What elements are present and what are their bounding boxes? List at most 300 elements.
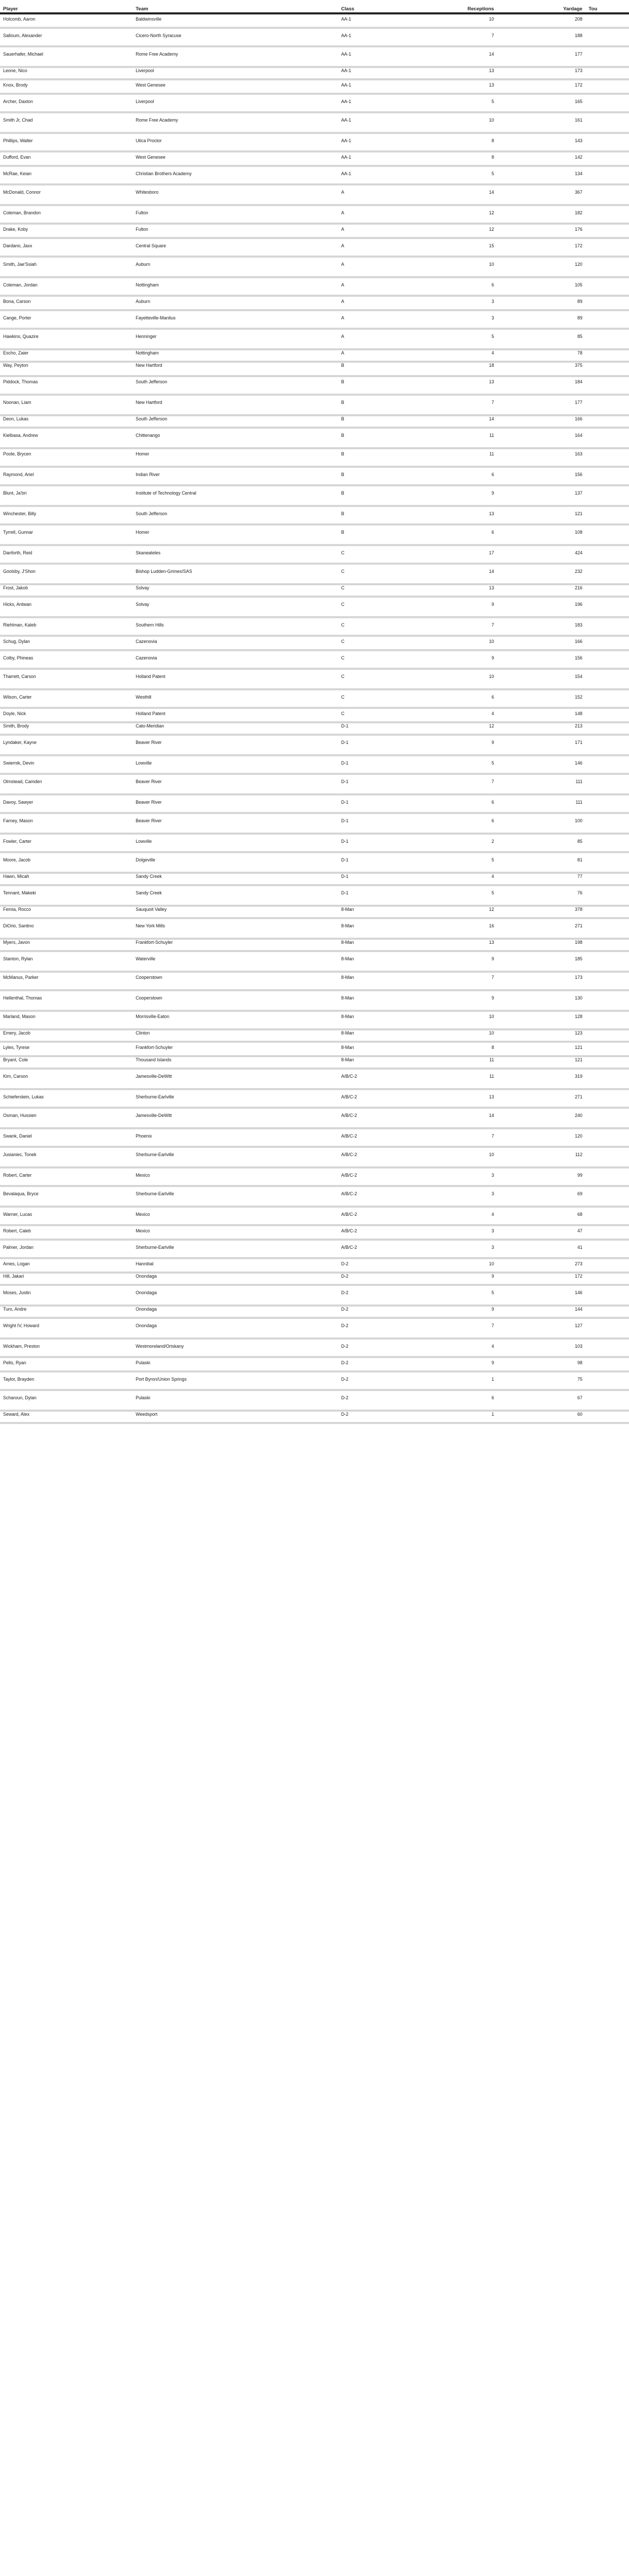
cell-receptions: 13 xyxy=(435,1089,497,1109)
cell-yardage: 76 xyxy=(497,886,585,905)
cell-receptions: 10 xyxy=(435,1010,497,1029)
column-header-class[interactable]: Class xyxy=(338,0,436,14)
cell-touchdowns xyxy=(586,80,629,93)
cell-receptions: 9 xyxy=(435,1272,497,1285)
cell-yardage: 319 xyxy=(497,1070,585,1089)
cell-receptions: 10 xyxy=(435,1029,497,1043)
cell-class: D-2 xyxy=(338,1305,436,1318)
cell-player: Smith, Jae'Ssiah xyxy=(0,257,133,277)
cell-yardage: 78 xyxy=(497,348,585,362)
cell-touchdowns xyxy=(586,310,629,329)
cell-class: B xyxy=(338,362,436,375)
table-row xyxy=(0,617,629,636)
cell-team: Phoenix xyxy=(133,1128,338,1148)
cell-yardage: 111 xyxy=(497,794,585,814)
cell-receptions: 3 xyxy=(435,1239,497,1259)
cell-team: Auburn xyxy=(133,296,338,310)
cell-touchdowns xyxy=(586,205,629,224)
cell-yardage: 143 xyxy=(497,132,585,152)
cell-team: Liverpool xyxy=(133,93,338,113)
cell-team: Sandy Creek xyxy=(133,886,338,905)
cell-team: Cooperstown xyxy=(133,971,338,990)
cell-class: D-1 xyxy=(338,735,436,755)
table-row xyxy=(0,1128,629,1148)
column-header-team[interactable]: Team xyxy=(133,0,338,14)
cell-player: Bryant, Cole xyxy=(0,1056,133,1070)
cell-yardage: 173 xyxy=(497,971,585,990)
cell-yardage: 182 xyxy=(497,205,585,224)
cell-team: South Jefferson xyxy=(133,375,338,395)
cell-team: New York Mills xyxy=(133,918,338,938)
cell-player: Colby, Phineas xyxy=(0,650,133,669)
cell-yardage: 172 xyxy=(497,238,585,257)
cell-class: AA-1 xyxy=(338,47,436,66)
table-row xyxy=(0,905,629,918)
cell-yardage: 185 xyxy=(497,951,585,971)
cell-team: Utica Proctor xyxy=(133,132,338,152)
cell-receptions: 10 xyxy=(435,113,497,132)
cell-class: D-2 xyxy=(338,1338,436,1358)
table-row xyxy=(0,486,629,506)
cell-receptions: 4 xyxy=(435,1338,497,1358)
table-row xyxy=(0,872,629,886)
cell-receptions: 16 xyxy=(435,918,497,938)
cell-class: AA-1 xyxy=(338,66,436,80)
cell-receptions: 5 xyxy=(435,329,497,348)
cell-player: Winchester, Billy xyxy=(0,506,133,526)
cell-touchdowns xyxy=(586,185,629,205)
cell-player: Marland, Mason xyxy=(0,1010,133,1029)
cell-touchdowns xyxy=(586,1318,629,1338)
cell-receptions: 4 xyxy=(435,708,497,722)
cell-yardage: 188 xyxy=(497,28,585,47)
cell-class: D-2 xyxy=(338,1391,436,1410)
cell-receptions: 12 xyxy=(435,205,497,224)
cell-touchdowns xyxy=(586,853,629,872)
cell-receptions: 7 xyxy=(435,617,497,636)
table-row xyxy=(0,257,629,277)
cell-class: B xyxy=(338,414,436,428)
table-row xyxy=(0,165,629,185)
cell-touchdowns xyxy=(586,990,629,1010)
cell-touchdowns xyxy=(586,1070,629,1089)
table-row xyxy=(0,1226,629,1239)
table-row xyxy=(0,224,629,238)
cell-touchdowns xyxy=(586,1109,629,1128)
cell-yardage: 177 xyxy=(497,47,585,66)
cell-class: D-1 xyxy=(338,872,436,886)
cell-yardage: 271 xyxy=(497,918,585,938)
table-row xyxy=(0,735,629,755)
cell-touchdowns xyxy=(586,1128,629,1148)
cell-player: Cange, Porter xyxy=(0,310,133,329)
table-row xyxy=(0,971,629,990)
cell-receptions: 9 xyxy=(435,951,497,971)
cell-player: Escho, Zaier xyxy=(0,348,133,362)
cell-player: Piddock, Thomas xyxy=(0,375,133,395)
cell-receptions: 7 xyxy=(435,395,497,414)
table-row xyxy=(0,185,629,205)
cell-receptions: 5 xyxy=(435,853,497,872)
cell-receptions: 11 xyxy=(435,428,497,447)
cell-team: Holland Patent xyxy=(133,669,338,689)
cell-class: A/B/C-2 xyxy=(338,1167,436,1187)
cell-player: Fowler, Carter xyxy=(0,833,133,853)
cell-player: Knox, Brody xyxy=(0,80,133,93)
cell-class: D-1 xyxy=(338,886,436,905)
cell-yardage: 165 xyxy=(497,93,585,113)
cell-yardage: 152 xyxy=(497,689,585,708)
cell-receptions: 10 xyxy=(435,1148,497,1167)
cell-receptions: 9 xyxy=(435,650,497,669)
cell-yardage: 378 xyxy=(497,905,585,918)
cell-team: Clinton xyxy=(133,1029,338,1043)
cell-touchdowns xyxy=(586,1056,629,1070)
cell-yardage: 146 xyxy=(497,1285,585,1305)
cell-player: DiOrio, Santino xyxy=(0,918,133,938)
cell-yardage: 75 xyxy=(497,1371,585,1391)
cell-yardage: 67 xyxy=(497,1391,585,1410)
cell-player: Moore, Jacob xyxy=(0,853,133,872)
cell-receptions: 2 xyxy=(435,833,497,853)
cell-player: Hellenthal, Thomas xyxy=(0,990,133,1010)
table-row xyxy=(0,348,629,362)
cell-yardage: 112 xyxy=(497,1148,585,1167)
cell-team: Sherburne-Earlville xyxy=(133,1239,338,1259)
cell-receptions: 13 xyxy=(435,80,497,93)
cell-player: Riehlman, Kaleb xyxy=(0,617,133,636)
cell-class: D-1 xyxy=(338,755,436,774)
cell-team: Cooperstown xyxy=(133,990,338,1010)
cell-player: Tharrett, Carson xyxy=(0,669,133,689)
table-row xyxy=(0,14,629,28)
table-row xyxy=(0,990,629,1010)
cell-touchdowns xyxy=(586,47,629,66)
cell-class: A xyxy=(338,238,436,257)
table-row xyxy=(0,1285,629,1305)
cell-player: Bona, Carson xyxy=(0,296,133,310)
cell-touchdowns xyxy=(586,28,629,47)
cell-touchdowns xyxy=(586,722,629,735)
cell-class: A xyxy=(338,224,436,238)
cell-class: C xyxy=(338,708,436,722)
cell-player: Emery, Jacob xyxy=(0,1029,133,1043)
header-row xyxy=(0,0,629,14)
cell-class: A xyxy=(338,185,436,205)
cell-class: D-1 xyxy=(338,853,436,872)
cell-player: Blunt, Ja'bri xyxy=(0,486,133,506)
cell-receptions: 10 xyxy=(435,1259,497,1272)
cell-team: Port Byron/Union Springs xyxy=(133,1371,338,1391)
cell-yardage: 121 xyxy=(497,1043,585,1056)
cell-class: A/B/C-2 xyxy=(338,1187,436,1206)
cell-player: Palmer, Jordan xyxy=(0,1239,133,1259)
cell-class: 8-Man xyxy=(338,951,436,971)
table-row xyxy=(0,1272,629,1285)
table-row xyxy=(0,545,629,565)
cell-player: Way, Peyton xyxy=(0,362,133,375)
cell-touchdowns xyxy=(586,1371,629,1391)
cell-class: B xyxy=(338,447,436,467)
cell-player: Goolsby, J'Shon xyxy=(0,565,133,584)
cell-yardage: 41 xyxy=(497,1239,585,1259)
cell-player: Smith Jr, Chad xyxy=(0,113,133,132)
cell-touchdowns xyxy=(586,395,629,414)
cell-touchdowns xyxy=(586,669,629,689)
cell-receptions: 9 xyxy=(435,735,497,755)
cell-player: Poole, Brycen xyxy=(0,447,133,467)
cell-touchdowns xyxy=(586,1167,629,1187)
table-row xyxy=(0,113,629,132)
cell-yardage: 176 xyxy=(497,224,585,238)
cell-yardage: 105 xyxy=(497,277,585,296)
cell-receptions: 1 xyxy=(435,1371,497,1391)
cell-class: B xyxy=(338,395,436,414)
cell-class: B xyxy=(338,375,436,395)
cell-touchdowns xyxy=(586,545,629,565)
cell-player: Dardano, Jaxx xyxy=(0,238,133,257)
cell-touchdowns xyxy=(586,375,629,395)
table-row xyxy=(0,93,629,113)
cell-player: Jusianiec, Tonek xyxy=(0,1148,133,1167)
cell-team: Beaver River xyxy=(133,735,338,755)
cell-receptions: 9 xyxy=(435,486,497,506)
cell-touchdowns xyxy=(586,1226,629,1239)
cell-team: Nottingham xyxy=(133,277,338,296)
cell-team: Indian River xyxy=(133,467,338,486)
cell-yardage: 85 xyxy=(497,329,585,348)
cell-player: Taylor, Brayden xyxy=(0,1371,133,1391)
cell-player: Tennant, Makeki xyxy=(0,886,133,905)
table-row xyxy=(0,1187,629,1206)
cell-touchdowns xyxy=(586,872,629,886)
table-row xyxy=(0,951,629,971)
cell-touchdowns xyxy=(586,1410,629,1423)
cell-receptions: 6 xyxy=(435,1391,497,1410)
cell-team: West Genesee xyxy=(133,152,338,165)
table-row xyxy=(0,1358,629,1371)
cell-touchdowns xyxy=(586,833,629,853)
cell-team: Fulton xyxy=(133,205,338,224)
cell-touchdowns xyxy=(586,1358,629,1371)
cell-touchdowns xyxy=(586,1206,629,1226)
cell-receptions: 12 xyxy=(435,224,497,238)
cell-player: Dufford, Evan xyxy=(0,152,133,165)
cell-team: Sherburne-Earlville xyxy=(133,1089,338,1109)
table-row xyxy=(0,1043,629,1056)
table-row xyxy=(0,722,629,735)
cell-player: Salloum, Alexander xyxy=(0,28,133,47)
cell-yardage: 111 xyxy=(497,774,585,794)
cell-team: Waterville xyxy=(133,951,338,971)
table-row xyxy=(0,310,629,329)
cell-team: Solvay xyxy=(133,598,338,617)
cell-player: Drake, Koby xyxy=(0,224,133,238)
cell-player: Coleman, Brandon xyxy=(0,205,133,224)
cell-player: McDonald, Connor xyxy=(0,185,133,205)
cell-player: McRae, Keian xyxy=(0,165,133,185)
table-row xyxy=(0,506,629,526)
cell-receptions: 12 xyxy=(435,905,497,918)
cell-team: Mexico xyxy=(133,1206,338,1226)
cell-player: Warner, Lucas xyxy=(0,1206,133,1226)
cell-touchdowns xyxy=(586,951,629,971)
cell-team: Homer xyxy=(133,526,338,545)
cell-player: Ames, Logan xyxy=(0,1259,133,1272)
cell-touchdowns xyxy=(586,428,629,447)
cell-yardage: 184 xyxy=(497,375,585,395)
table-row xyxy=(0,584,629,598)
cell-class: AA-1 xyxy=(338,93,436,113)
cell-touchdowns xyxy=(586,814,629,833)
cell-touchdowns xyxy=(586,905,629,918)
cell-team: Jamesville-DeWitt xyxy=(133,1109,338,1128)
cell-touchdowns xyxy=(586,132,629,152)
cell-touchdowns xyxy=(586,66,629,80)
cell-yardage: 171 xyxy=(497,735,585,755)
cell-receptions: 9 xyxy=(435,1305,497,1318)
cell-player: Femia, Rocco xyxy=(0,905,133,918)
cell-touchdowns xyxy=(586,14,629,28)
cell-yardage: 177 xyxy=(497,395,585,414)
table-row xyxy=(0,428,629,447)
cell-receptions: 15 xyxy=(435,238,497,257)
cell-yardage: 68 xyxy=(497,1206,585,1226)
cell-player: Lyles, Tyrese xyxy=(0,1043,133,1056)
table-row xyxy=(0,526,629,545)
cell-touchdowns xyxy=(586,918,629,938)
table-row xyxy=(0,565,629,584)
cell-yardage: 108 xyxy=(497,526,585,545)
cell-class: A xyxy=(338,310,436,329)
cell-touchdowns xyxy=(586,362,629,375)
cell-yardage: 164 xyxy=(497,428,585,447)
cell-team: Pulaski xyxy=(133,1391,338,1410)
cell-class: AA-1 xyxy=(338,28,436,47)
cell-touchdowns xyxy=(586,467,629,486)
cell-team: Hannibal xyxy=(133,1259,338,1272)
cell-touchdowns xyxy=(586,113,629,132)
table-body xyxy=(0,14,629,1423)
cell-touchdowns xyxy=(586,1285,629,1305)
cell-player: Archer, Daxton xyxy=(0,93,133,113)
cell-class: 8-Man xyxy=(338,905,436,918)
table-row xyxy=(0,375,629,395)
table-row xyxy=(0,1089,629,1109)
cell-yardage: 166 xyxy=(497,636,585,650)
table-row xyxy=(0,1056,629,1070)
cell-yardage: 142 xyxy=(497,152,585,165)
cell-player: Kielbasa, Andrew xyxy=(0,428,133,447)
table-row xyxy=(0,1206,629,1226)
cell-team: Nottingham xyxy=(133,348,338,362)
cell-player: Osman, Hussien xyxy=(0,1109,133,1128)
cell-receptions: 3 xyxy=(435,1187,497,1206)
cell-touchdowns xyxy=(586,1272,629,1285)
cell-yardage: 127 xyxy=(497,1318,585,1338)
table-row xyxy=(0,395,629,414)
cell-receptions: 8 xyxy=(435,132,497,152)
cell-team: Christian Brothers Academy xyxy=(133,165,338,185)
cell-team: New Hartford xyxy=(133,362,338,375)
table-row xyxy=(0,814,629,833)
cell-receptions: 9 xyxy=(435,1358,497,1371)
cell-receptions: 7 xyxy=(435,1318,497,1338)
cell-touchdowns xyxy=(586,886,629,905)
cell-team: Fayetteville-Manlius xyxy=(133,310,338,329)
cell-touchdowns xyxy=(586,636,629,650)
cell-team: Auburn xyxy=(133,257,338,277)
cell-class: C xyxy=(338,636,436,650)
cell-receptions: 6 xyxy=(435,277,497,296)
cell-receptions: 14 xyxy=(435,1109,497,1128)
column-header-receptions[interactable]: Receptions xyxy=(435,0,497,14)
cell-receptions: 10 xyxy=(435,257,497,277)
cell-yardage: 375 xyxy=(497,362,585,375)
cell-yardage: 103 xyxy=(497,1338,585,1358)
cell-touchdowns xyxy=(586,1089,629,1109)
cell-class: B xyxy=(338,526,436,545)
cell-class: A xyxy=(338,257,436,277)
cell-class: 8-Man xyxy=(338,1043,436,1056)
cell-player: Schug, Dylan xyxy=(0,636,133,650)
cell-player: Myers, Javon xyxy=(0,938,133,951)
column-header-touchdowns[interactable]: Tou xyxy=(586,0,629,14)
cell-touchdowns xyxy=(586,971,629,990)
table-row xyxy=(0,1148,629,1167)
cell-class: B xyxy=(338,506,436,526)
cell-class: D-2 xyxy=(338,1285,436,1305)
cell-team: Cicero-North Syracuse xyxy=(133,28,338,47)
cell-team: Bishop Ludden-Grimes/SAS xyxy=(133,565,338,584)
cell-yardage: 173 xyxy=(497,66,585,80)
cell-touchdowns xyxy=(586,1391,629,1410)
cell-receptions: 6 xyxy=(435,814,497,833)
cell-yardage: 232 xyxy=(497,565,585,584)
cell-player: Hicks, Antwan xyxy=(0,598,133,617)
cell-yardage: 240 xyxy=(497,1109,585,1128)
cell-class: AA-1 xyxy=(338,152,436,165)
table-row xyxy=(0,132,629,152)
cell-class: 8-Man xyxy=(338,938,436,951)
cell-class: C xyxy=(338,584,436,598)
cell-receptions: 5 xyxy=(435,93,497,113)
table-row xyxy=(0,362,629,375)
cell-touchdowns xyxy=(586,1029,629,1043)
cell-receptions: 6 xyxy=(435,526,497,545)
cell-player: Noonan, Liam xyxy=(0,395,133,414)
cell-receptions: 7 xyxy=(435,28,497,47)
cell-team: Homer xyxy=(133,447,338,467)
cell-class: A xyxy=(338,296,436,310)
table-header xyxy=(0,0,629,14)
cell-touchdowns xyxy=(586,584,629,598)
cell-yardage: 161 xyxy=(497,113,585,132)
table-row xyxy=(0,1338,629,1358)
table-row xyxy=(0,833,629,853)
cell-yardage: 183 xyxy=(497,617,585,636)
cell-team: Rome Free Academy xyxy=(133,47,338,66)
cell-team: Sandy Creek xyxy=(133,872,338,886)
table-row xyxy=(0,467,629,486)
column-header-yardage[interactable]: Yardage xyxy=(497,0,585,14)
cell-touchdowns xyxy=(586,735,629,755)
cell-receptions: 7 xyxy=(435,774,497,794)
column-header-player[interactable]: Player xyxy=(0,0,133,14)
cell-team: Fulton xyxy=(133,224,338,238)
table-row xyxy=(0,1029,629,1043)
cell-class: 8-Man xyxy=(338,1029,436,1043)
